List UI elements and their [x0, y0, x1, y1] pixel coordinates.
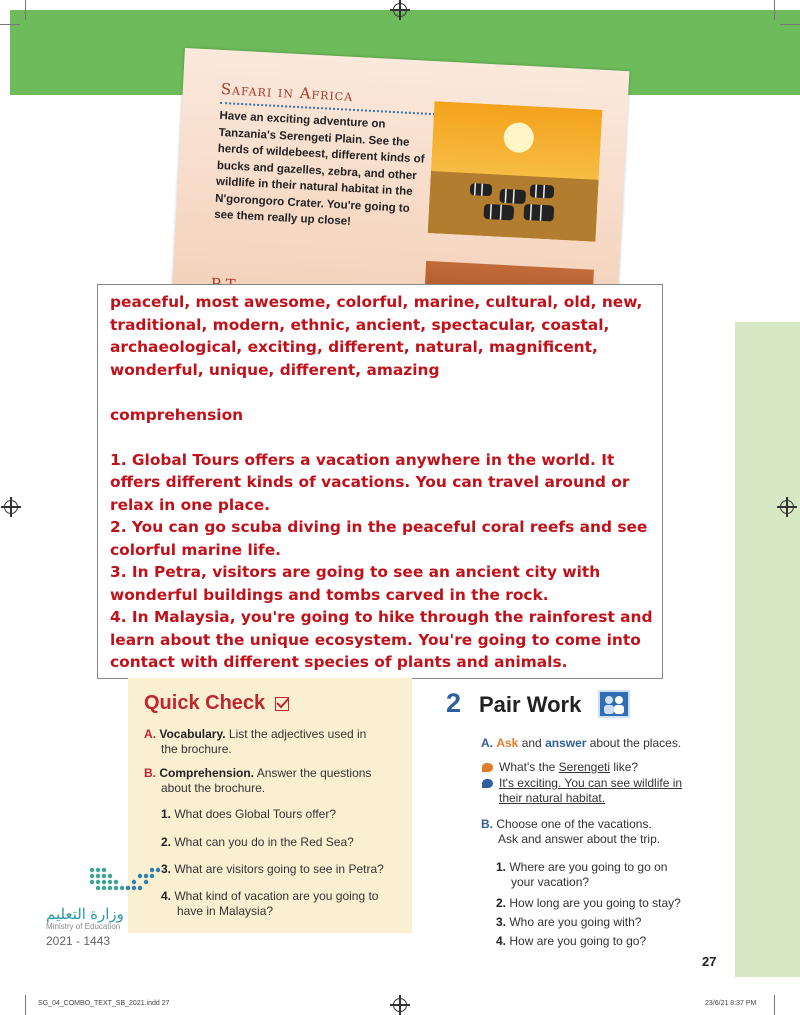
speech-bubble-icon	[482, 763, 493, 772]
dialog-text: like?	[610, 760, 639, 774]
item-keyword: Ask	[496, 736, 519, 750]
dialog-text: What's the	[499, 760, 559, 774]
quick-check-question	[161, 835, 354, 850]
crop-mark	[774, 995, 775, 1015]
answer-item: 2. You can go scuba diving in the peaceful coral reefs and see colorful marine life.	[110, 518, 648, 559]
item-text: Ask and answer about the trip.	[498, 832, 661, 846]
crop-mark	[774, 0, 775, 20]
item-text: List the adjectives used in	[225, 727, 367, 741]
ministry-logo-icon	[88, 862, 178, 902]
registration-mark-icon	[780, 500, 794, 514]
item-text: about the brochure.	[161, 781, 266, 795]
quick-check-title: Quick Check	[144, 692, 266, 714]
answer-item: 1. Global Tours offers a vacation anywhere in the world. It offers different kinds of vacations. You can travel around or relax in one place.	[110, 450, 630, 514]
brochure-headline: Safari in Africa	[220, 79, 354, 105]
ministry-year: 2021 - 1443	[46, 934, 111, 948]
registration-mark-icon	[393, 3, 407, 17]
question-text: have in Malaysia?	[177, 904, 274, 918]
pair-work-item-b	[481, 817, 660, 847]
quick-check-question	[161, 862, 384, 877]
answer-text	[110, 291, 655, 674]
adjective-list: peaceful, most awesome, colorful, marine, cultural, old, new, traditional, modern, ethnic, ancient, spectacular, coastal, archaeological, exciting, different, natural, magnificent, wonderful, unique, different, amazing	[110, 293, 643, 379]
crop-mark	[25, 995, 26, 1015]
question-number: 1.	[496, 860, 507, 874]
item-letter: A.	[144, 727, 156, 741]
quick-check-item-a	[144, 727, 394, 757]
pair-work-item-a	[481, 736, 681, 751]
footer-date: 23/6/21 8:37 PM	[705, 1000, 757, 1007]
question-number: 2.	[496, 896, 507, 910]
dialog-text: It's exciting. You can see wildlife in	[499, 776, 683, 790]
right-side-band	[735, 322, 800, 977]
item-label: Comprehension.	[159, 766, 255, 780]
item-text: Choose one of the vacations.	[496, 817, 652, 831]
question-text: What kind of vacation are you going to	[174, 889, 379, 903]
item-text: about the places.	[586, 736, 682, 750]
item-letter: A.	[481, 736, 493, 750]
pair-work-question	[496, 934, 646, 949]
dialog-text: Serengeti	[558, 760, 611, 774]
registration-mark-icon	[4, 500, 18, 514]
answer-item: 3. In Petra, visitors are going to see an ancient city with wonderful buildings and tombs carved in the rock.	[110, 563, 601, 604]
question-text: your vacation?	[511, 875, 590, 889]
dialog-question	[499, 760, 638, 775]
question-text: How long are you going to stay?	[509, 896, 681, 910]
question-text: What can you do in the Red Sea?	[174, 835, 354, 849]
question-number: 2.	[161, 835, 172, 849]
pair-work-question	[496, 896, 681, 911]
speech-bubble-icon	[482, 779, 493, 788]
answer-item: 4. In Malaysia, you're going to hike through the rainforest and learn about the unique ecosystem. You're going to come into contact with different species of plants and animals.	[110, 608, 653, 671]
item-text: Answer the questions	[254, 766, 372, 780]
pair-work-question	[496, 860, 667, 890]
item-keyword: answer	[545, 736, 587, 750]
pair-work-question	[496, 915, 641, 930]
crop-mark	[25, 0, 26, 20]
question-text: Who are you going with?	[509, 915, 642, 929]
pair-work-title: Pair Work	[479, 692, 582, 717]
question-number: 3.	[496, 915, 507, 929]
quick-check-question	[161, 807, 336, 822]
question-text: Where are you going to go on	[509, 860, 668, 874]
safari-photo	[428, 101, 603, 242]
pair-work-icon	[598, 690, 630, 718]
crop-mark	[0, 24, 20, 25]
ministry-english-name: Ministry of Education	[46, 922, 121, 931]
question-text: What are visitors going to see in Petra?	[174, 862, 384, 876]
answer-overlay	[97, 284, 663, 679]
dialog-answer	[499, 776, 682, 806]
item-letter: B.	[144, 766, 156, 780]
crop-mark	[780, 24, 800, 25]
question-text: What does Global Tours offer?	[174, 807, 337, 821]
checkbox-icon	[275, 697, 289, 711]
comprehension-heading: comprehension	[110, 405, 244, 424]
section-number: 2	[446, 688, 462, 718]
question-number: 4.	[161, 889, 172, 903]
ministry-arabic-name: وزارة التعليم	[46, 906, 124, 923]
question-number: 4.	[496, 934, 507, 948]
footer-filename: SG_04_COMBO_TEXT_SB_2021.indd 27	[38, 1000, 170, 1007]
question-text: How are you going to go?	[509, 934, 647, 948]
item-label: Vocabulary.	[159, 727, 226, 741]
item-letter: B.	[481, 817, 493, 831]
question-number: 3.	[161, 862, 172, 876]
question-number: 1.	[161, 807, 172, 821]
quick-check-item-b	[144, 766, 394, 796]
brochure-text: Have an exciting adventure on Tanzania's Serengeti Plain. See the herds of wildebeest, different kinds of bucks and gazelles, zebra, and other wildlife in their natural habitat in the N'gorongoro Crater. You're going to see them really up close!	[213, 109, 425, 228]
registration-mark-icon	[393, 998, 407, 1012]
dialog-text: their natural habitat.	[499, 791, 606, 805]
item-text: the brochure.	[161, 742, 232, 756]
page-number: 27	[702, 954, 717, 969]
quick-check-question	[161, 889, 401, 919]
item-text: and	[518, 736, 546, 750]
